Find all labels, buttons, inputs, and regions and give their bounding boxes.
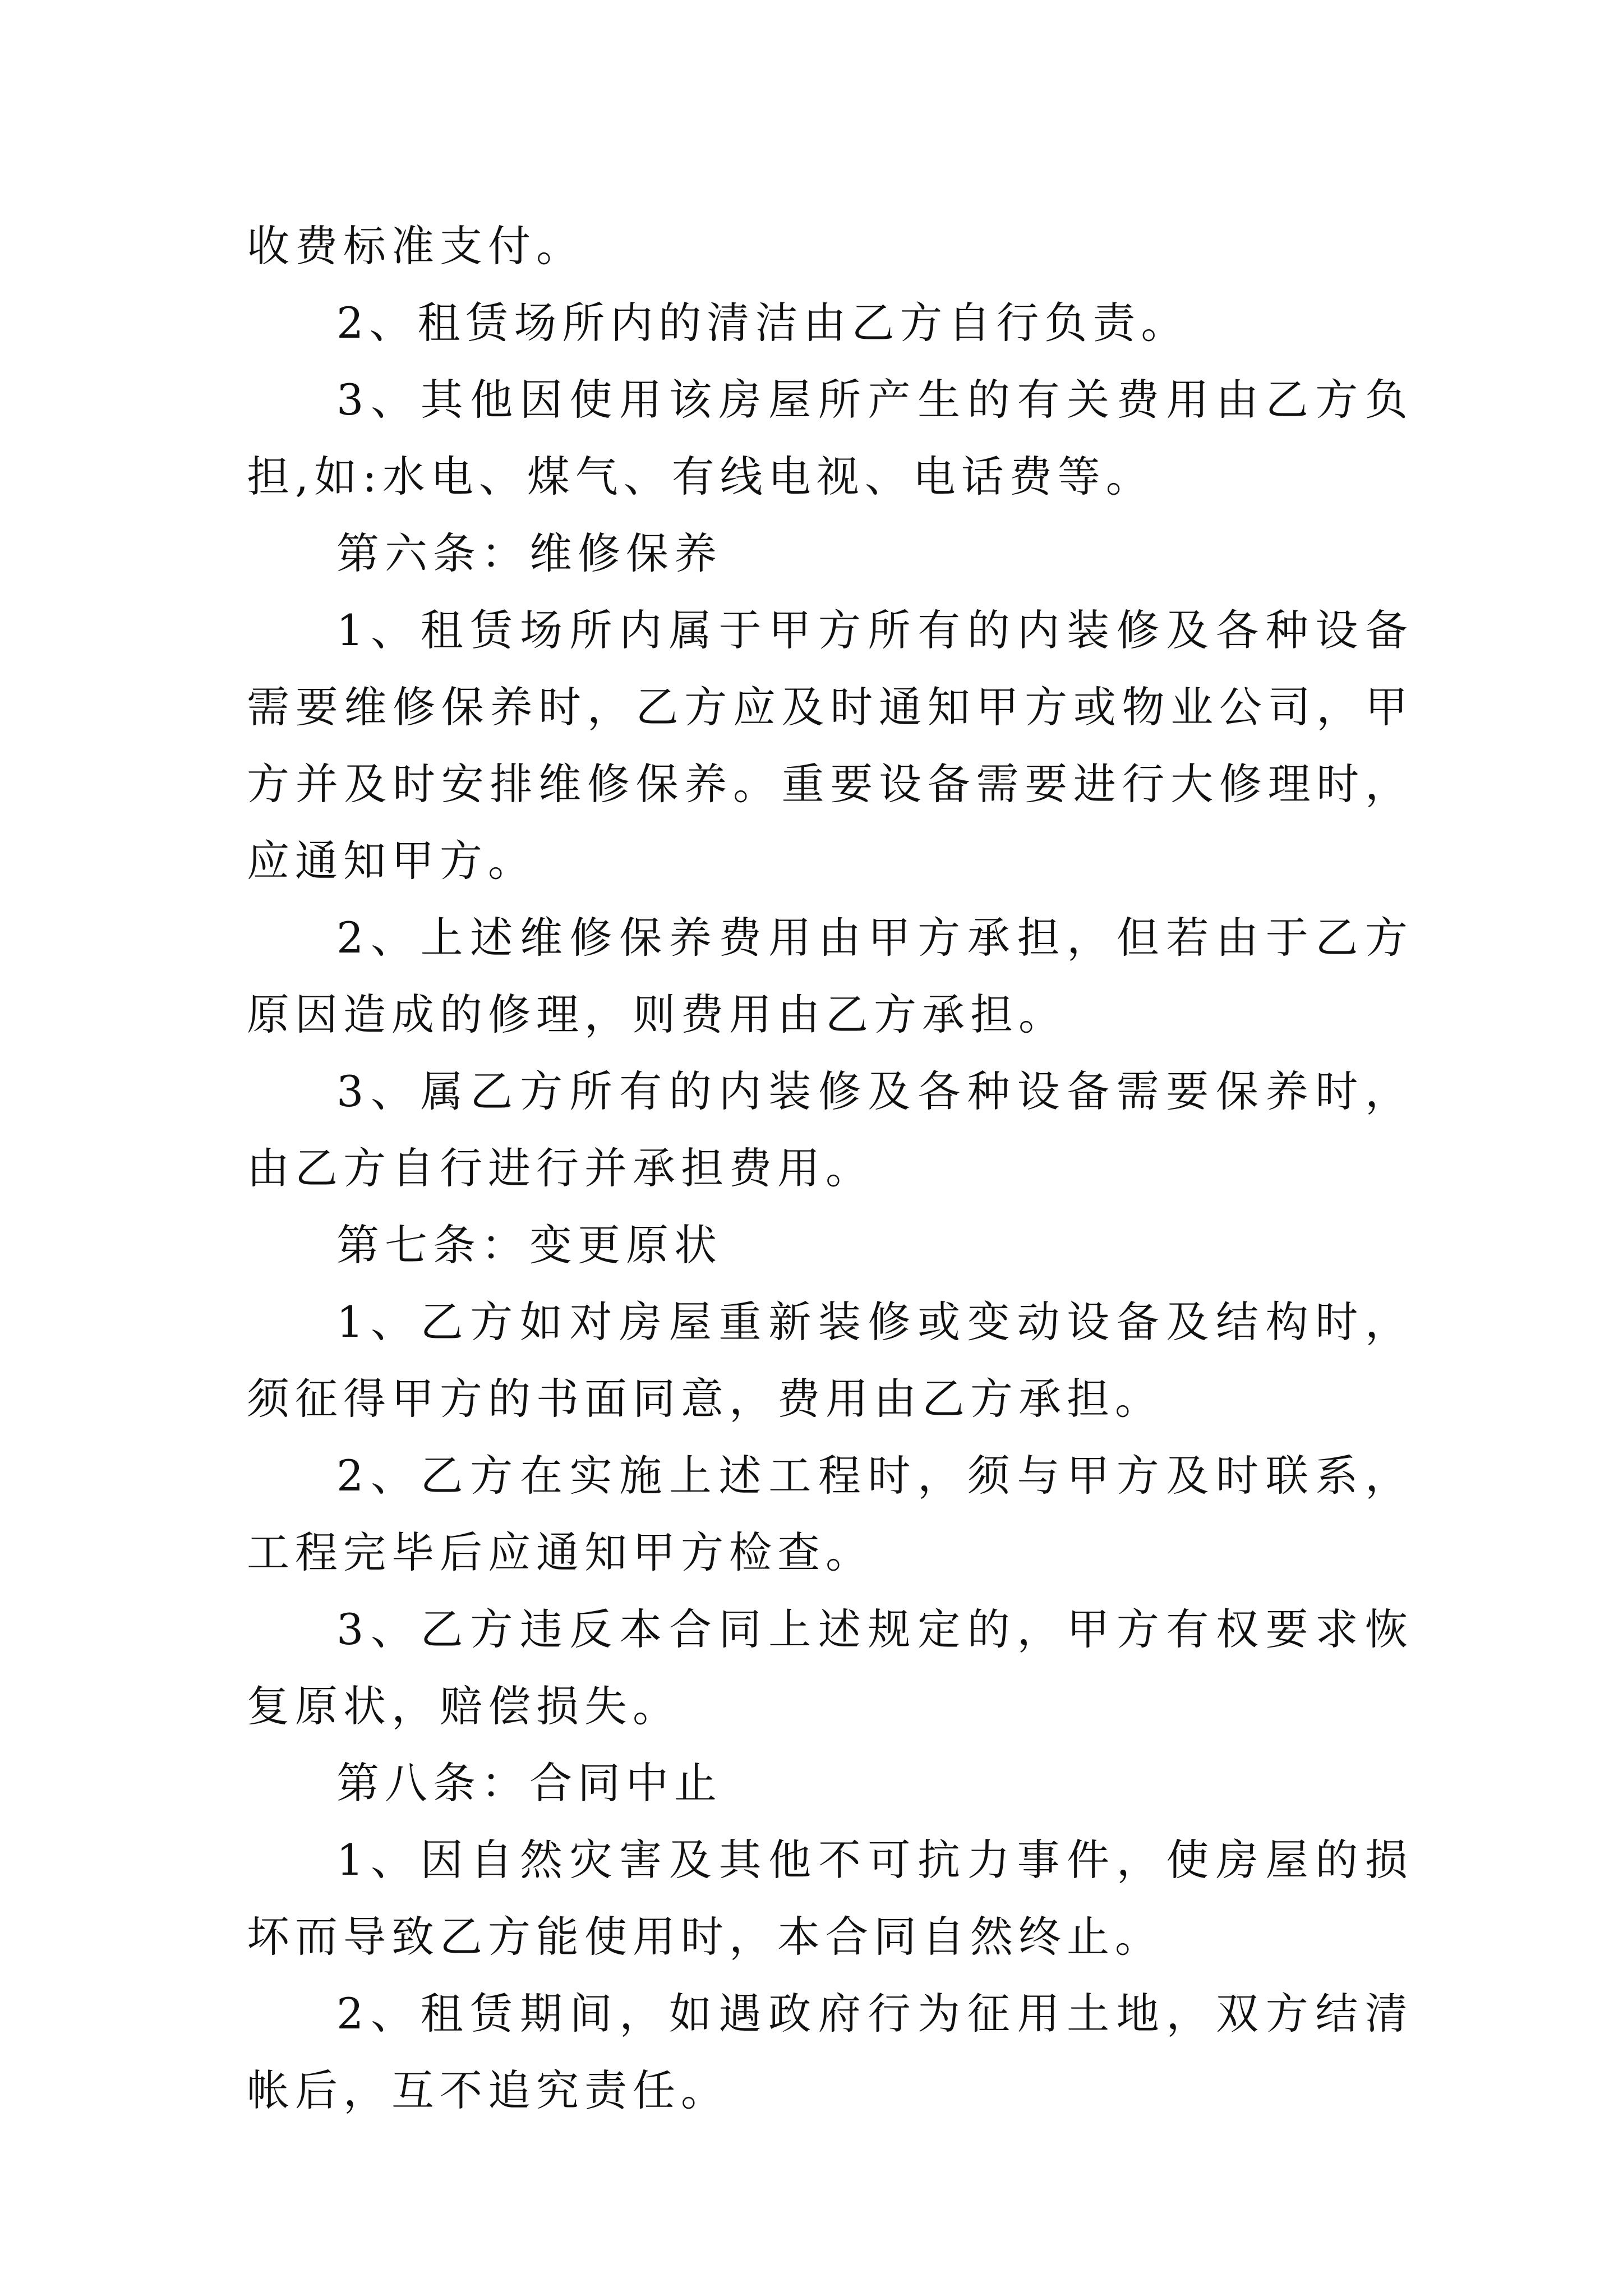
heading-article-8: 第八条：合同中止 (336, 1758, 722, 1808)
paragraph-alteration-1: 1、乙方如对房屋重新装修或变动设备及结构时，须征得甲方的书面同意，费用由乙方承担。 (247, 1297, 1413, 1424)
paragraph-cleaning: 2、租赁场所内的清洁由乙方自行负责。 (336, 298, 1189, 348)
heading-article-6: 第六条：维修保养 (336, 528, 722, 578)
paragraph-other-fees: 3、其他因使用该房屋所产生的有关费用由乙方负担,如:水电、煤气、有线电视、电话费等。 (247, 375, 1413, 501)
document-body (247, 208, 1413, 2129)
paragraph-maintenance-3: 3、属乙方所有的内装修及各种设备需要保养时，由乙方自行进行并承担费用。 (247, 1066, 1413, 1193)
heading-article-7: 第七条：变更原状 (336, 1220, 722, 1270)
paragraph-maintenance-2: 2、上述维修保养费用由甲方承担，但若由于乙方原因造成的修理，则费用由乙方承担。 (247, 913, 1413, 1039)
paragraph-fee-standard: 收费标准支付。 (247, 221, 584, 271)
paragraph-maintenance-1: 1、租赁场所内属于甲方所有的内装修及各种设备需要维修保养时，乙方应及时通知甲方或物业公司，甲方并及时安排维修保养。重要设备需要进行大修理时，应通知甲方。 (247, 605, 1413, 886)
paragraph-alteration-3: 3、乙方违反本合同上述规定的，甲方有权要求恢复原状，赔偿损失。 (247, 1604, 1413, 1731)
paragraph-termination-2: 2、租赁期间，如遇政府行为征用土地，双方结清帐后，互不追究责任。 (247, 1989, 1413, 2115)
paragraph-termination-1: 1、因自然灾害及其他不可抗力事件，使房屋的损坏而导致乙方能使用时，本合同自然终止。 (247, 1835, 1413, 1962)
paragraph-alteration-2: 2、乙方在实施上述工程时，须与甲方及时联系，工程完毕后应通知甲方检查。 (247, 1451, 1413, 1577)
